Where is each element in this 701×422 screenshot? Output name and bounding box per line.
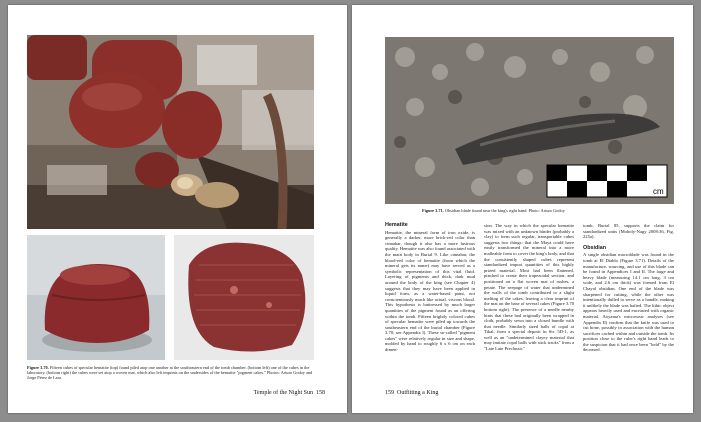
- body-text: A single obsidian macroblade was found in the tomb at El Diablo (Figure 3.71). Details of the manufacture, sourcing, and use of this blade can be found in Appendices I and II. The large and heavy blade (measuring 14.1 cm long, 3 cm wide, and 2.6 cm thick) was formed from El Chayal obsidian. One end of the blade was sharpened for cutting, while the other was intentionally dulled to serve as a handle, making it unlikely the blade was hafted. The lithic object appears heavily used and encrusted with organic material. Aoyama's microwear analyses (see Appendix II) confirm that the knife was used to cut bone, possibly in association with the human sacrifices cached within and outside the tomb. Its position close to the ruler's right hand leads to the suspicion that it had once been "held" by the deceased.: [583, 252, 674, 353]
- hematite-cube-lab-photo: [27, 235, 165, 360]
- figure-caption: [422, 208, 672, 213]
- section-heading-obsidian: Obsidian: [583, 244, 607, 251]
- hematite-cube-mat-imprint-photo: [174, 235, 314, 360]
- scale-label: cm: [653, 187, 664, 196]
- hematite-cubes-tomb-photo: [27, 35, 314, 229]
- text-column-1: [385, 223, 475, 353]
- figure-label: Figure 3.70.: [27, 365, 49, 370]
- text-column-3: [583, 223, 674, 353]
- page-number: 158: [316, 390, 325, 396]
- figure-caption-text: Obsidian blade found near the king's right hand. Photo: Arturo Godoy: [444, 208, 565, 213]
- running-title: Outfitting a King: [397, 390, 439, 396]
- page-number: 159: [385, 390, 394, 396]
- figure-caption: [27, 365, 319, 380]
- page-footer: [254, 390, 325, 396]
- page-footer: [385, 390, 438, 396]
- right-page: [352, 5, 693, 413]
- running-title: Temple of the Night Sun: [253, 390, 313, 396]
- obsidian-blade-photo: [385, 37, 674, 204]
- body-text: sion. The way in which the specular hematite was mixed with an unknown binder (probably a clay) to form such regular, transportable cubes suggests two things: that the Maya could have easily transformed the mineral into a more malleable form to cover the king's body, and that the consistently shaped cubes represent standardized import quantities of this highly prized material. Most had been flattened, pinched to create their trapezoidal section, and positioned on a flat woven mat of rushes, a petate. The seepage of water that undermined the walls of the tomb contributed to a slight melting of the cakes, leaving a clear imprint of the mat on the base of several cakes (Figure 3.70 bottom right). The presence of a needle nearby hints that these had originally been wrapped in cloth, probably sewn into a closed bundle with that needle. Similarly sized balls of copal at Tikal, from a special deposit in Str. 5D-1, as well as an "undetermined clayey material that may imitate copal balls with stick tracks" from a "Late Late Preclassic": [484, 223, 574, 352]
- section-heading-hematite: Hematite: [385, 222, 408, 228]
- text-column-2: [484, 223, 574, 352]
- cm-scale-bar: [547, 165, 667, 197]
- figure-label: Figure 3.71.: [422, 208, 444, 213]
- figure-caption-text: Fifteen cubes of specular hematite (top) found piled atop one another at the southeastern end of the tomb chamber. (bottom left) one of the cubes in the laboratory. (bottom right) the cubes were set atop a woven mat, which also left imprints on the undersides of the hematite "pigment cakes." Photos: Arturo Godoy and Jorge Pérez de Lara.: [27, 365, 313, 381]
- body-text: Hematite, the mineral form of iron oxide, is generally a darker, more brick-red color than cinnabar, though it also has a more lustrous quality. Hematite was also found associated with the main body in Burial 9. Like cinnabar, the blood-red color of hematite (from which the mineral gets its name) may have served as a symbolic representation of this vital fluid. Layering of pigments and thick, dark mud around the body of the king (see Chapter 4) suggests that they may have been applied in liquid form, as a water-based paint, not conscientiously much like actual, viscous blood. This hypothesis is buttressed by much larger quantities of the pigment found as an offering within the tomb. Fifteen brightly colored cubes of specular hematite were piled up towards the southeastern end of the burial chamber (Figure 3.70; see Appendix I). These so-called "pigment cakes" were relatively regular in size and shape, molded by hand to roughly 6 x 6 cm on each dimen-: [385, 229, 475, 353]
- body-text: tomb, Burial 85, supports the claim for standardized units (Moholy-Nagy 2008:36, Fig. 225a).: [583, 223, 674, 240]
- left-page: [8, 5, 347, 413]
